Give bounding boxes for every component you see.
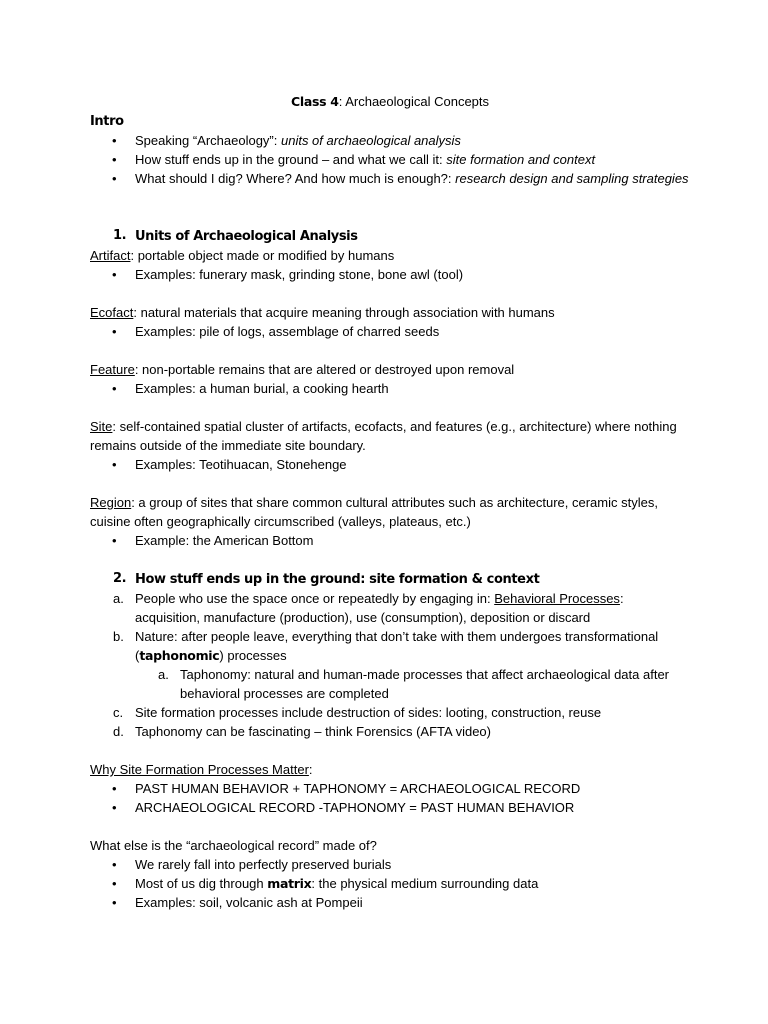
list-item: • Examples: soil, volcanic ash at Pompeii (90, 893, 690, 912)
item-marker: c. (113, 705, 124, 720)
term-label: Feature (90, 362, 135, 377)
section2-list (90, 589, 690, 665)
item-marker: d. (113, 724, 124, 739)
section1-heading-list (90, 226, 690, 246)
item-text: How stuff ends up in the ground – and what we call it: (135, 152, 447, 167)
term-label: Ecofact (90, 305, 134, 320)
section-heading-text: Units of Archaeological Analysis (135, 229, 358, 244)
term-label: Site (90, 419, 113, 434)
section1-heading (90, 226, 690, 246)
item-rest: : the physical medium surrounding data (311, 876, 539, 891)
list-item (90, 665, 690, 703)
term-def: : self-contained spatial cluster of artifacts, ecofacts, and features (e.g., architecture) where nothing remains outside of the immediate site boundary. (90, 419, 677, 453)
list-item (90, 589, 690, 627)
term-ecofact (90, 303, 690, 322)
list-item (90, 169, 690, 188)
list-item: • PAST HUMAN BEHAVIOR + TAPHONOMY = ARCHAEOLOGICAL RECORD (90, 779, 690, 798)
whatelse-list (90, 855, 690, 912)
list-item: • Examples: pile of logs, assemblage of charred seeds (90, 322, 690, 341)
why-list (90, 779, 690, 817)
list-item (90, 627, 690, 665)
section2-heading-list (90, 569, 690, 589)
term-def: : a group of sites that share common cultural attributes such as architecture, ceramic styles, cuisine often geographically circumscribed (valleys, plateaus, etc.) (90, 495, 658, 529)
item-marker: b. (113, 629, 124, 644)
section2-list-continued (90, 703, 690, 741)
term-def: : portable object made or modified by humans (130, 248, 395, 263)
document-title (90, 92, 690, 112)
why-heading (90, 760, 690, 779)
why-colon: : (308, 762, 313, 777)
ecofact-examples (90, 322, 690, 341)
list-item: • We rarely fall into perfectly preserved burials (90, 855, 690, 874)
why-heading-text: Why Site Formation Processes Matter (90, 762, 309, 777)
term-feature (90, 360, 690, 379)
whatelse-question: What else is the “archaeological record” made of? (90, 838, 377, 853)
section-number: 1. (113, 228, 127, 243)
list-item: • Examples: a human burial, a cooking hearth (90, 379, 690, 398)
title-rest: : Archaeological Concepts (338, 94, 490, 109)
item-rest: ) processes (219, 648, 287, 663)
list-item: • ARCHAEOLOGICAL RECORD -TAPHONOMY = PAST HUMAN BEHAVIOR (90, 798, 690, 817)
item-underline: Behavioral Processes (494, 591, 620, 606)
intro-heading: Intro (90, 114, 124, 129)
term-site (90, 417, 690, 455)
term-label: Artifact (90, 248, 131, 263)
item-italic: site formation and context (446, 152, 596, 167)
list-item: • Examples: funerary mask, grinding stone, bone awl (tool) (90, 265, 690, 284)
item-bold: taphonomic (139, 648, 220, 663)
list-item (90, 131, 690, 150)
list-item (90, 703, 690, 722)
term-def: : non-portable remains that are altered or destroyed upon removal (134, 362, 515, 377)
item-text: Speaking “Archaeology”: (135, 133, 281, 148)
title-bold: Class 4 (290, 94, 339, 109)
list-item (90, 874, 690, 893)
item-rest: : acquisition, manufacture (production), use (consumption), deposition or discard (135, 591, 624, 625)
list-item (90, 150, 690, 169)
feature-examples (90, 379, 690, 398)
section2-heading (90, 569, 690, 589)
term-label: Region (90, 495, 132, 510)
item-text: Most of us dig through (135, 876, 268, 891)
artifact-examples (90, 265, 690, 284)
term-def: : natural materials that acquire meaning through association with humans (133, 305, 555, 320)
term-region (90, 493, 690, 531)
item-text: Taphonomy: natural and human-made processes that affect archaeological data after behavioral processes are completed (180, 667, 670, 701)
item-bold: matrix (267, 876, 312, 891)
item-marker: a. (113, 591, 124, 606)
section-number: 2. (113, 571, 127, 586)
site-examples (90, 455, 690, 474)
item-marker: a. (158, 667, 169, 682)
list-item (90, 722, 690, 741)
item-text: Site formation processes include destruction of sides: looting, construction, reuse (135, 705, 602, 720)
section-heading-text: How stuff ends up in the ground: site formation & context (135, 572, 540, 587)
document-body (90, 92, 690, 912)
intro-list (90, 131, 690, 188)
region-examples (90, 531, 690, 550)
item-italic: units of archaeological analysis (280, 133, 461, 148)
section2-sublist (90, 665, 690, 703)
item-text: What should I dig? Where? And how much is enough?: (135, 171, 456, 186)
item-text: Taphonomy can be fascinating – think Forensics (AFTA video) (135, 724, 491, 739)
item-text: Nature: after people leave, everything that don’t take with them undergoes transformational ( (135, 629, 659, 663)
item-text: People who use the space once or repeatedly by engaging in: (135, 591, 495, 606)
term-artifact (90, 246, 690, 265)
item-italic: research design and sampling strategies (455, 171, 689, 186)
list-item: • Examples: Teotihuacan, Stonehenge (90, 455, 690, 474)
list-item: • Example: the American Bottom (90, 531, 690, 550)
